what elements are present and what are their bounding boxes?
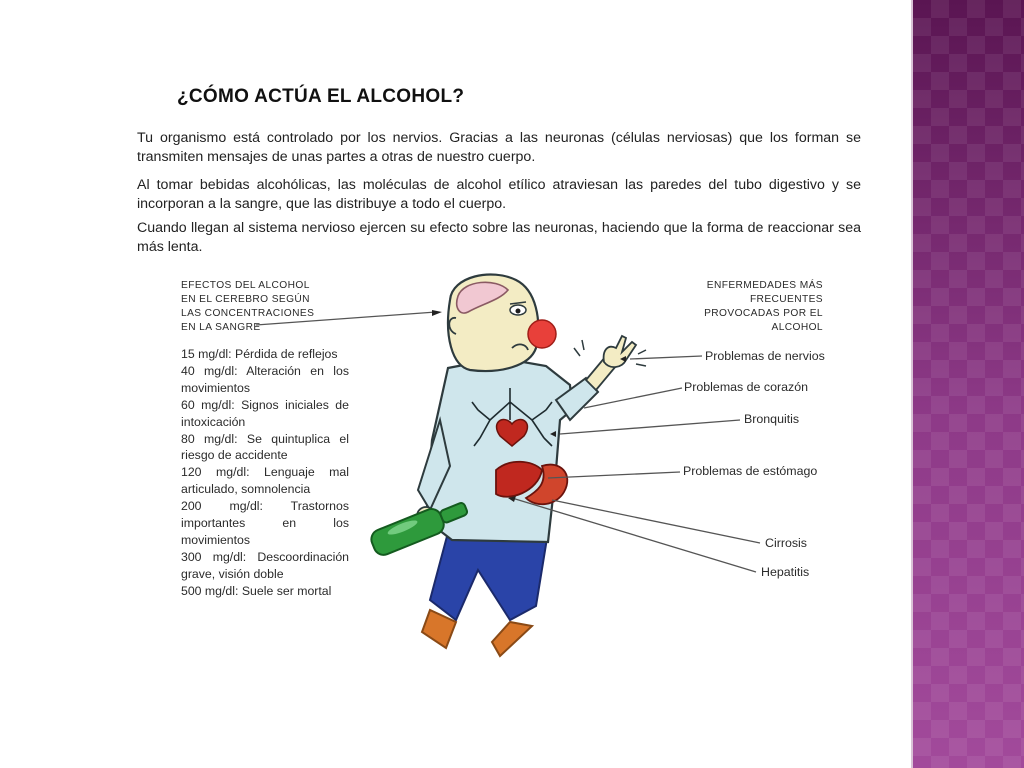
page-title: ¿CÓMO ACTÚA EL ALCOHOL? bbox=[177, 86, 465, 107]
effect-item: 120 mg/dl: Lenguaje mal articulado, somnolencia bbox=[181, 465, 349, 497]
brain-effects-list bbox=[181, 346, 349, 600]
effect-item: 60 mg/dl: Signos iniciales de intoxicación bbox=[181, 397, 349, 429]
label-hepatitis: Hepatitis bbox=[761, 565, 810, 579]
effect-item: 300 mg/dl: Descoordinación grave, visión doble bbox=[181, 549, 349, 581]
red-nose bbox=[528, 320, 556, 348]
label-bronchitis: Bronquitis bbox=[744, 412, 800, 426]
brain-effects-heading: EFECTOS DEL ALCOHOL EN EL CEREBRO SEGÚN LAS CONCENTRACIONES EN LA SANGRE bbox=[181, 280, 315, 333]
effect-item: 15 mg/dl: Pérdida de reflejos bbox=[181, 347, 338, 361]
paragraph-neuron-effect: Cuando llegan al sistema nervioso ejercen su efecto sobre las neuronas, haciendo que la forma de reaccionar sea más lenta. bbox=[137, 220, 861, 255]
effect-item: 80 mg/dl: Se quintuplica el riesgo de accidente bbox=[181, 431, 349, 463]
diseases-heading: ENFERMEDADES MÁS FRECUENTES PROVOCADAS POR EL ALCOHOL bbox=[704, 280, 823, 333]
label-heart-problems: Problemas de corazón bbox=[684, 380, 808, 394]
paragraph-alcohol-absorption: Al tomar bebidas alcohólicas, las moléculas de alcohol etílico atraviesan las paredes del tubo digestivo y se incorporan a la sangre, que las distribuye a todo el cuerpo. bbox=[137, 177, 861, 212]
right-shoe bbox=[492, 622, 532, 656]
effect-item: 40 mg/dl: Alteración en los movimientos bbox=[181, 363, 349, 395]
label-stomach-problems: Problemas de estómago bbox=[683, 464, 818, 478]
effect-item: 500 mg/dl: Suele ser mortal bbox=[181, 583, 332, 598]
label-nerve-problems: Problemas de nervios bbox=[705, 349, 825, 363]
paragraph-nervous-system: Tu organismo está controlado por los nervios. Gracias a las neuronas (células nerviosas) que los forman se transmiten mensajes de unas partes a otras de nuestro cuerpo. bbox=[137, 130, 861, 165]
label-cirrhosis: Cirrosis bbox=[765, 536, 807, 550]
drunk-man-illustration bbox=[360, 270, 660, 665]
effect-item: 200 mg/dl: Trastornos importantes en los movimientos bbox=[181, 499, 349, 547]
slide-side-band bbox=[913, 0, 1024, 768]
peace-hand bbox=[604, 336, 636, 367]
